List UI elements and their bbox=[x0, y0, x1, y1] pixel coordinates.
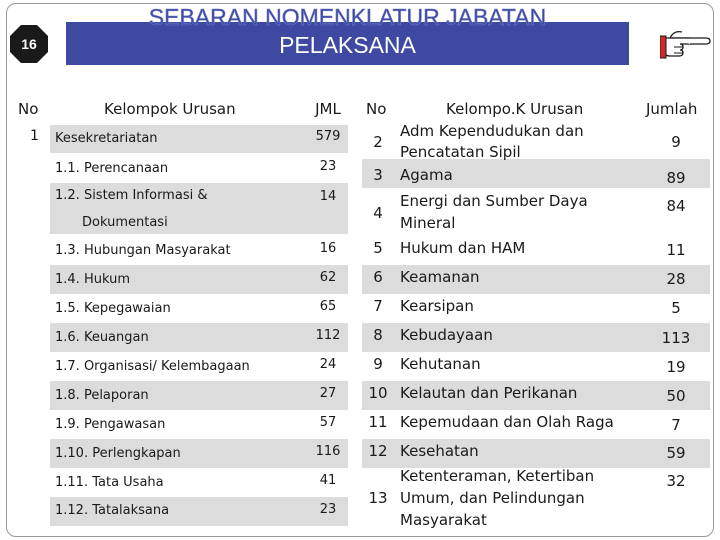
table-row-label: Adm Kependudukan dan bbox=[400, 122, 584, 140]
table-row-label: Agama bbox=[400, 166, 453, 184]
page-title-line-1: SEBARAN NOMENKLATUR JABATAN bbox=[148, 4, 547, 30]
table-row-label: 1.8. Pelaporan bbox=[55, 388, 149, 403]
table-row-no: 3 bbox=[373, 166, 383, 184]
table-row-no: 2 bbox=[373, 133, 383, 151]
table-row-label: 1.5. Kepegawaian bbox=[55, 301, 171, 316]
table-row-label: Kebudayaan bbox=[400, 326, 493, 344]
table-row-no: 12 bbox=[368, 442, 388, 460]
table-row-value: 59 bbox=[666, 444, 686, 462]
table-row-value: 16 bbox=[319, 241, 337, 256]
table-row-label: 1.10. Perlengkapan bbox=[55, 446, 181, 461]
table-row-label-cont: Umum, dan Pelindungan bbox=[400, 489, 585, 507]
table-row-label: Hukum dan HAM bbox=[400, 239, 526, 257]
group-number: 1 bbox=[30, 128, 39, 144]
table-row-value: 27 bbox=[319, 386, 337, 401]
title-banner bbox=[66, 4, 629, 65]
table-row-label: Kepemudaan dan Olah Raga bbox=[400, 413, 614, 431]
table-row-value: 11 bbox=[666, 241, 686, 259]
table-row-no: 4 bbox=[373, 204, 383, 222]
table-row-no: 13 bbox=[368, 489, 388, 507]
left-header-jml: JML bbox=[315, 100, 341, 118]
table-row-value: 32 bbox=[666, 472, 686, 490]
table-row-label-cont: Masyarakat bbox=[400, 511, 487, 529]
table-row-value: 62 bbox=[319, 270, 337, 285]
table-row-value: 113 bbox=[661, 329, 691, 347]
left-header-kelompok: Kelompok Urusan bbox=[104, 100, 236, 118]
table-row-value: 65 bbox=[319, 299, 337, 314]
table-row-label-cont: Pencatatan Sipil bbox=[400, 143, 521, 161]
table-row-no: 8 bbox=[373, 326, 383, 344]
table-row-value: 112 bbox=[315, 328, 341, 343]
table-row-value: 41 bbox=[319, 473, 337, 488]
table-row-value: 9 bbox=[671, 133, 681, 151]
right-header-kelompok: Kelompo.K Urusan bbox=[446, 100, 584, 118]
table-row-label: 1.1. Perencanaan bbox=[55, 161, 169, 176]
table-row-label: 1.3. Hubungan Masyarakat bbox=[55, 243, 231, 258]
table-row-value: 84 bbox=[666, 197, 686, 215]
group-label: Kesekretariatan bbox=[55, 131, 158, 146]
table-row-label: Kelautan dan Perikanan bbox=[400, 384, 578, 402]
right-header-jumlah: Jumlah bbox=[646, 100, 698, 118]
table-row-label: 1.2. Sistem Informasi & bbox=[55, 188, 208, 203]
pointing-hand-icon[interactable] bbox=[660, 20, 712, 60]
table-row-label: 1.7. Organisasi/ Kelembagaan bbox=[55, 359, 250, 374]
table-row-value: 5 bbox=[671, 299, 681, 317]
table-row-label: 1.11. Tata Usaha bbox=[55, 475, 164, 490]
table-row-value: 19 bbox=[666, 358, 686, 376]
table-row-label: Kearsipan bbox=[400, 297, 474, 315]
table-row-value: 89 bbox=[666, 169, 686, 187]
page-number-badge bbox=[9, 24, 49, 64]
table-row-no: 9 bbox=[373, 355, 383, 373]
table-row-no: 10 bbox=[368, 384, 388, 402]
table-row-value: 28 bbox=[666, 270, 686, 288]
page-title-line-2: PELAKSANA bbox=[279, 32, 416, 58]
page-number: 16 bbox=[21, 36, 37, 52]
table-row-label: Ketenteraman, Ketertiban bbox=[400, 467, 595, 485]
right-header-no: No bbox=[366, 100, 387, 118]
table-row-label: Kehutanan bbox=[400, 355, 481, 373]
table-row-label: Keamanan bbox=[400, 268, 480, 286]
table-row-label: 1.12. Tatalaksana bbox=[55, 503, 170, 518]
table-row-value: 116 bbox=[315, 444, 341, 459]
left-header-no: No bbox=[18, 100, 39, 118]
table-row-label: 1.9. Pengawasan bbox=[55, 417, 166, 432]
table-row-no: 6 bbox=[373, 268, 383, 286]
table-row-value: 7 bbox=[671, 416, 681, 434]
table-row-value: 23 bbox=[319, 159, 337, 174]
table-row-label-cont: Mineral bbox=[400, 214, 456, 232]
table-row-value: 24 bbox=[319, 357, 337, 372]
table-row-label: Energi dan Sumber Daya bbox=[400, 192, 588, 210]
table-row-value: 50 bbox=[666, 387, 686, 405]
table-row-value: 23 bbox=[319, 502, 337, 517]
table-row-label: 1.6. Keuangan bbox=[55, 330, 149, 345]
table-row-label: Kesehatan bbox=[400, 442, 479, 460]
table-row-label-cont: Dokumentasi bbox=[82, 215, 168, 230]
table-row-value: 14 bbox=[319, 189, 337, 204]
table-row-value: 57 bbox=[319, 415, 337, 430]
table-row-no: 11 bbox=[368, 413, 388, 431]
table-row-no: 7 bbox=[373, 297, 383, 315]
table-row-label: 1.4. Hukum bbox=[55, 272, 130, 287]
group-value: 579 bbox=[315, 129, 341, 144]
table-row-no: 5 bbox=[373, 239, 383, 257]
